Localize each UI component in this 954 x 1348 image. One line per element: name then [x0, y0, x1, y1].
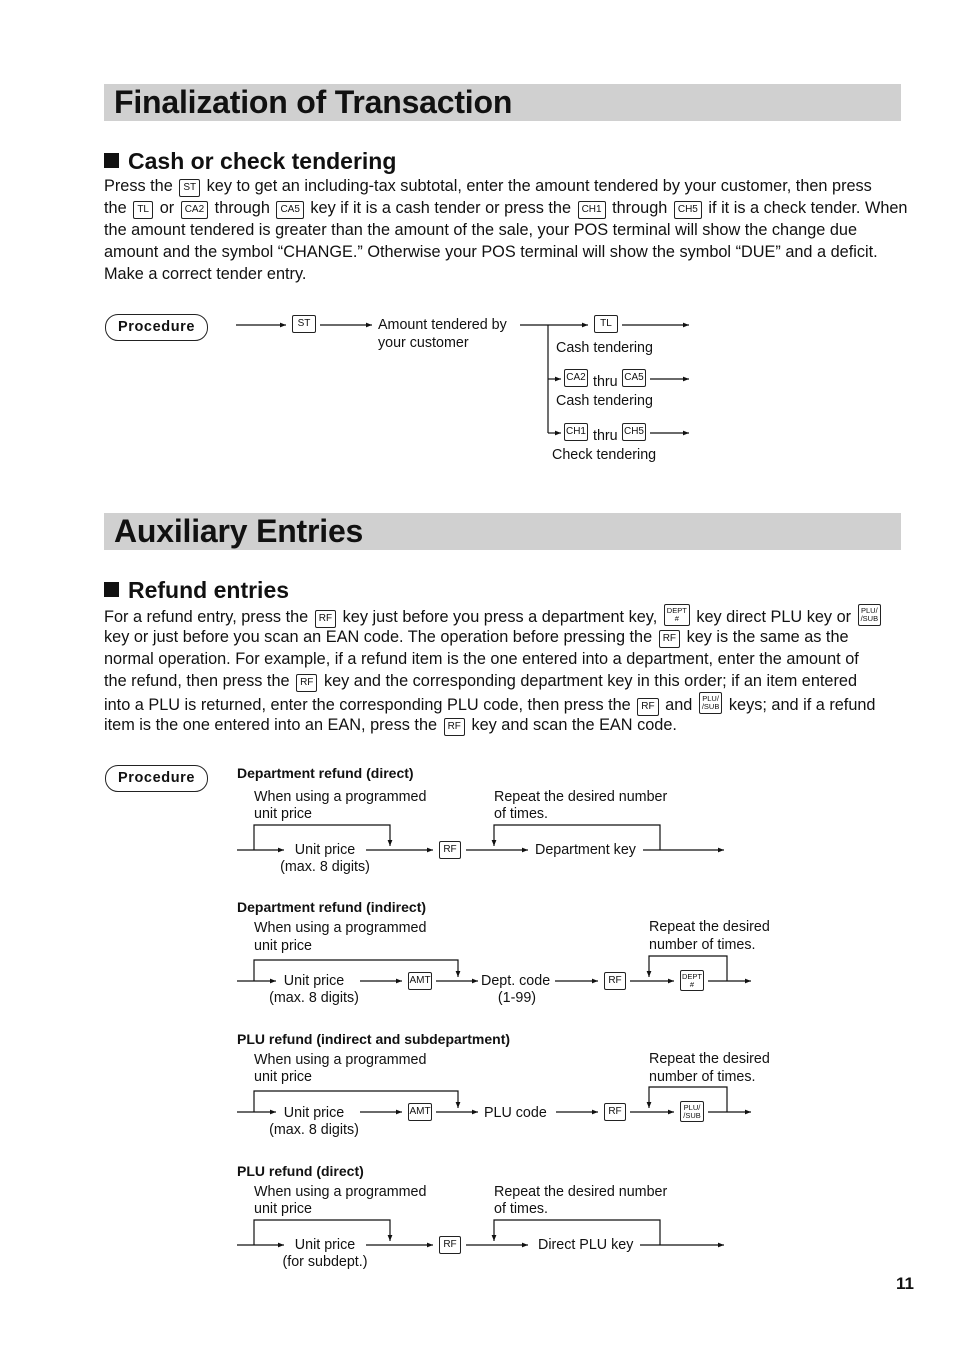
repeat-note: Repeat the desired number: [494, 1184, 668, 1200]
programmed-price-note-2: unit price: [254, 938, 313, 954]
inline-key: RF: [315, 610, 336, 628]
paragraph-line: For a refund entry, press the RF key just before you press a department key, DEPT # key direct PLU key or PLU/ /SUB: [104, 604, 904, 626]
unit-price-label: Unit price: [283, 1105, 345, 1121]
max-digits-label: (max. 8 digits): [269, 1122, 359, 1138]
section-title: Auxiliary Entries: [114, 513, 364, 549]
rf-key: RF: [604, 1103, 626, 1121]
inline-key: PLU/ /SUB: [858, 604, 882, 626]
dept-key-bottom-text: #: [689, 979, 695, 989]
programmed-price-note: When using a programmed: [254, 1052, 427, 1068]
ca5-key: CA5: [622, 369, 646, 387]
repeat-note-2: of times.: [494, 806, 549, 822]
dept-refund-indirect-heading: Department refund (indirect): [237, 899, 427, 915]
inline-key: CH5: [674, 201, 702, 219]
rf-key: RF: [439, 841, 461, 859]
repeat-note-2: of times.: [494, 1201, 549, 1217]
programmed-price-note-2: unit price: [254, 806, 313, 822]
inline-key: ST: [179, 179, 200, 197]
inline-key: TL: [133, 201, 153, 219]
paragraph-line: Press the ST key to get an including-tax subtotal, enter the amount tendered by your customer, then press: [104, 177, 872, 195]
cash-tendering-label: Cash tendering: [556, 340, 653, 356]
direct-plu-key-label: Direct PLU key: [538, 1237, 634, 1253]
programmed-price-note: When using a programmed: [254, 920, 427, 936]
ca2-key: CA2: [564, 369, 588, 387]
ch5-key: CH5: [622, 423, 646, 441]
amount-tendered-label-2: your customer: [378, 335, 469, 351]
inline-key: CA5: [276, 201, 303, 219]
rf-key: RF: [439, 1236, 461, 1254]
paragraph-line: normal operation. For example, if a refund item is the one entered into a department, enter the amount of: [104, 650, 859, 668]
unit-price-label: Unit price: [294, 1237, 356, 1253]
amt-key: AMT: [408, 1103, 432, 1121]
inline-key: CH1: [578, 201, 606, 219]
inline-key: RF: [296, 674, 317, 692]
page-number: 11: [896, 1274, 914, 1293]
inline-key: RF: [444, 718, 465, 736]
inline-key: CA2: [181, 201, 208, 219]
procedure-badge: Procedure: [105, 314, 208, 341]
plu-key-bottom-text: /SUB: [683, 1110, 701, 1120]
inline-key: DEPT #: [664, 604, 690, 626]
cash-tendering-label-2: Cash tendering: [556, 393, 653, 409]
dept-refund-direct-heading: Department refund (direct): [237, 765, 414, 781]
subdept-label: (for subdept.): [282, 1254, 368, 1270]
paragraph-line: the amount tendered is greater than the amount of the sale, your POS terminal will show the change due: [104, 221, 857, 239]
programmed-price-note-2: unit price: [254, 1069, 313, 1085]
plu-key-top-text: PLU/: [683, 1103, 701, 1112]
amt-key: AMT: [408, 972, 432, 990]
subsection-title-text: Cash or check tendering: [128, 148, 397, 174]
check-tendering-label: Check tendering: [552, 447, 657, 463]
subsection-title-text: Refund entries: [128, 577, 290, 603]
max-digits-label: (max. 8 digits): [269, 990, 359, 1006]
inline-key: RF: [637, 698, 658, 716]
plu-code-label: PLU code: [484, 1105, 547, 1121]
programmed-price-note: When using a programmed: [254, 1184, 427, 1200]
dept-code-range: (1-99): [497, 990, 537, 1006]
dept-key-top-text: DEPT: [681, 972, 702, 981]
amount-tendered-label: Amount tendered by: [378, 317, 507, 333]
paragraph-line: key or just before you scan an EAN code. The operation before pressing the RF key is the same as the: [104, 628, 849, 646]
thru-label-2: thru: [593, 428, 618, 444]
paragraph-line: into a PLU is returned, enter the corresponding PLU code, then press the RF and PLU/ /SUB keys; and if a refund: [104, 694, 876, 714]
inline-key: PLU/ /SUB: [699, 692, 723, 714]
plu-refund-indirect-heading: PLU refund (indirect and subdepartment): [237, 1031, 511, 1047]
unit-price-label: Unit price: [283, 973, 345, 989]
st-key: ST: [292, 315, 316, 333]
programmed-price-note: When using a programmed: [254, 789, 427, 805]
paragraph-line: amount and the symbol “CHANGE.” Otherwise your POS terminal will show the symbol “DUE” and a deficit.: [104, 243, 878, 261]
programmed-price-note-2: unit price: [254, 1201, 313, 1217]
section-title: Finalization of Transaction: [114, 84, 513, 120]
repeat-note: Repeat the desired: [649, 1051, 770, 1067]
repeat-note-2: number of times.: [649, 1069, 756, 1085]
unit-price-label: Unit price: [294, 842, 356, 858]
repeat-note-2: number of times.: [649, 937, 756, 953]
repeat-note: Repeat the desired number: [494, 789, 668, 805]
tl-key: TL: [594, 315, 618, 333]
rf-key: RF: [604, 972, 626, 990]
ch1-key: CH1: [564, 423, 588, 441]
plu-refund-direct-heading: PLU refund (direct): [237, 1163, 364, 1179]
paragraph-line: the TL or CA2 through CA5 key if it is a cash tender or press the CH1 through CH5 if it is a check tender. When: [104, 199, 908, 217]
repeat-note: Repeat the desired: [649, 919, 770, 935]
department-key-label: Department key: [535, 842, 636, 858]
thru-label: thru: [593, 374, 618, 390]
dept-code-label: Dept. code: [481, 973, 551, 989]
procedure-badge: Procedure: [105, 765, 208, 792]
paragraph-line: item is the one entered into an EAN, press the RF key and scan the EAN code.: [104, 716, 677, 734]
inline-key: RF: [659, 630, 680, 648]
max-digits-label: (max. 8 digits): [280, 859, 370, 875]
paragraph-line: Make a correct tender entry.: [104, 265, 307, 283]
paragraph-line: the refund, then press the RF key and the corresponding department key in this order; if an item entered: [104, 672, 858, 690]
